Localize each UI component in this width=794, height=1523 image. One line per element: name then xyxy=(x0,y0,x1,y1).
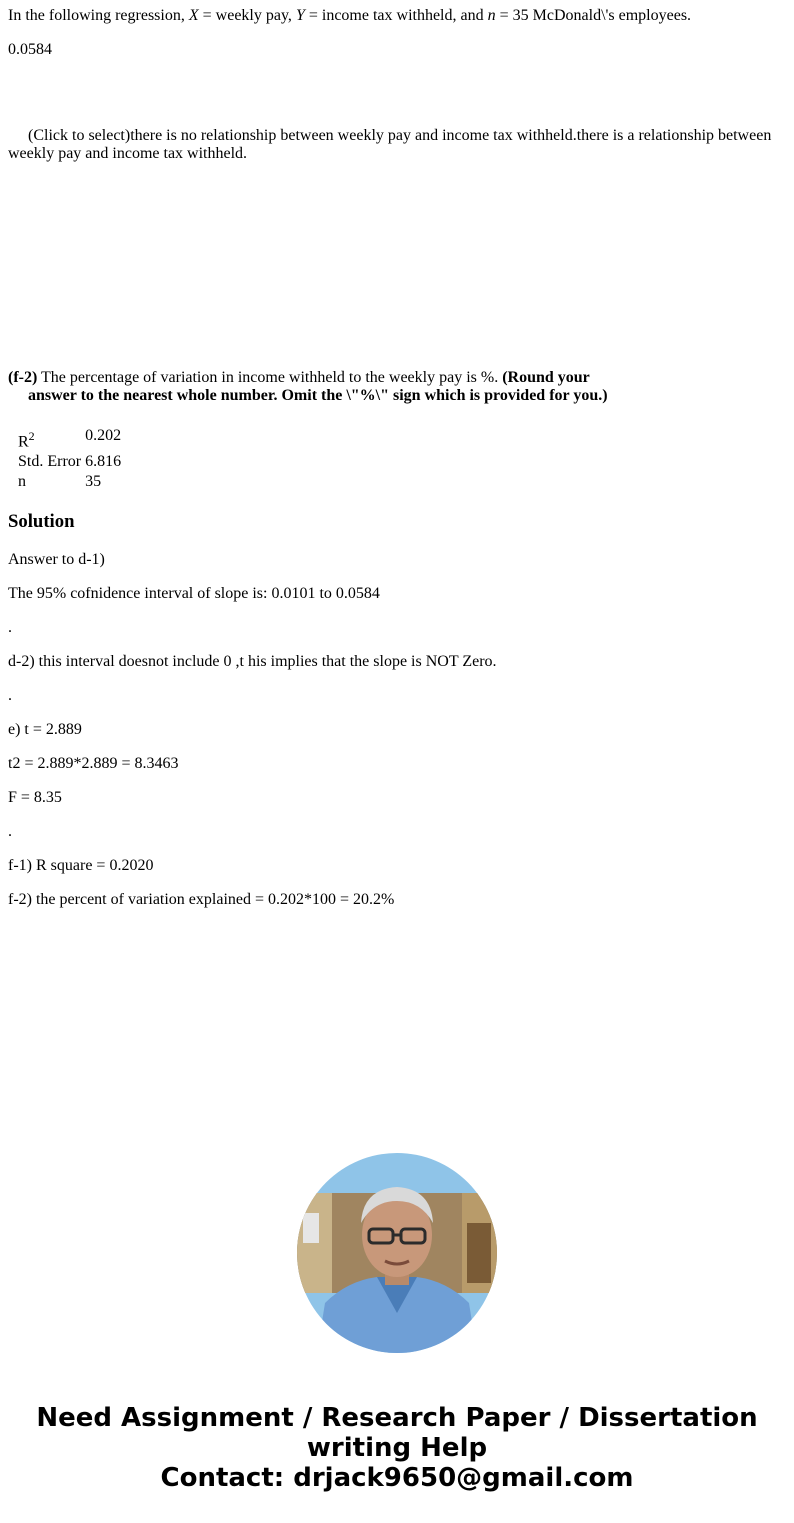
f2-question-continued xyxy=(8,387,608,405)
f2-text: The percentage of variation in income withheld to the weekly pay is %. xyxy=(37,369,503,386)
intro-text: = income tax withheld, and xyxy=(304,7,488,24)
solution-line: e) t = 2.889 xyxy=(8,721,82,738)
footer-line: Need Assignment / Research Paper / Dissertation xyxy=(36,1403,758,1433)
solution-line: . xyxy=(8,823,12,840)
solution-line: f-1) R square = 0.2020 xyxy=(8,857,154,874)
intro-text: = weekly pay, xyxy=(198,7,296,24)
solution-line: F = 8.35 xyxy=(8,789,62,806)
f2-question xyxy=(8,369,590,387)
variable-y: Y xyxy=(295,7,305,24)
solution-heading: Solution xyxy=(8,511,75,532)
regression-stats-table xyxy=(16,426,123,492)
stat-value: 6.816 xyxy=(85,453,122,471)
intro-text: In the following regression, xyxy=(8,7,189,24)
variable-x: X xyxy=(188,7,199,24)
footer-banner xyxy=(0,1403,794,1493)
avatar-photo xyxy=(297,1153,497,1353)
footer-line: writing Help xyxy=(306,1433,488,1463)
variable-n: n xyxy=(487,7,496,24)
f2-label: (f-2) xyxy=(8,369,38,386)
stat-label: Std. Error xyxy=(18,453,82,471)
table-row xyxy=(16,472,123,492)
solution-line: t2 = 2.889*2.889 = 8.3463 xyxy=(8,755,179,772)
question-intro xyxy=(8,7,691,25)
stat-value: 35 xyxy=(85,473,102,491)
answer-value: 0.0584 xyxy=(8,41,52,58)
solution-line: f-2) the percent of variation explained = 0.202*100 = 20.2% xyxy=(8,891,395,908)
table-row xyxy=(16,452,123,472)
stat-value: 0.202 xyxy=(85,427,122,444)
f2-instruction: answer to the nearest whole number. Omit the \"%\" sign which is provided for you.) xyxy=(28,387,608,404)
solution-line: The 95% cofnidence interval of slope is: 0.0101 to 0.0584 xyxy=(8,585,380,602)
solution-line: Answer to d-1) xyxy=(8,551,105,568)
relationship-select[interactable]: (Click to select)there is no relationship between weekly pay and income tax withheld.there is a relationship between weekly pay and income tax withheld. xyxy=(8,127,772,162)
table-row xyxy=(16,426,123,452)
solution-line: d-2) this interval doesnot include 0 ,t his implies that the slope is NOT Zero. xyxy=(8,653,497,670)
f2-instruction: (Round your xyxy=(502,369,590,386)
stat-label: $R^2$ xyxy=(18,429,35,451)
solution-line: . xyxy=(8,687,12,704)
avatar xyxy=(297,1153,497,1353)
intro-text: = 35 McDonald\'s employees. xyxy=(495,7,692,24)
contact-email: Contact: drjack9650@gmail.com xyxy=(160,1463,634,1493)
solution-line: . xyxy=(8,619,12,636)
stat-label: n xyxy=(18,473,26,491)
